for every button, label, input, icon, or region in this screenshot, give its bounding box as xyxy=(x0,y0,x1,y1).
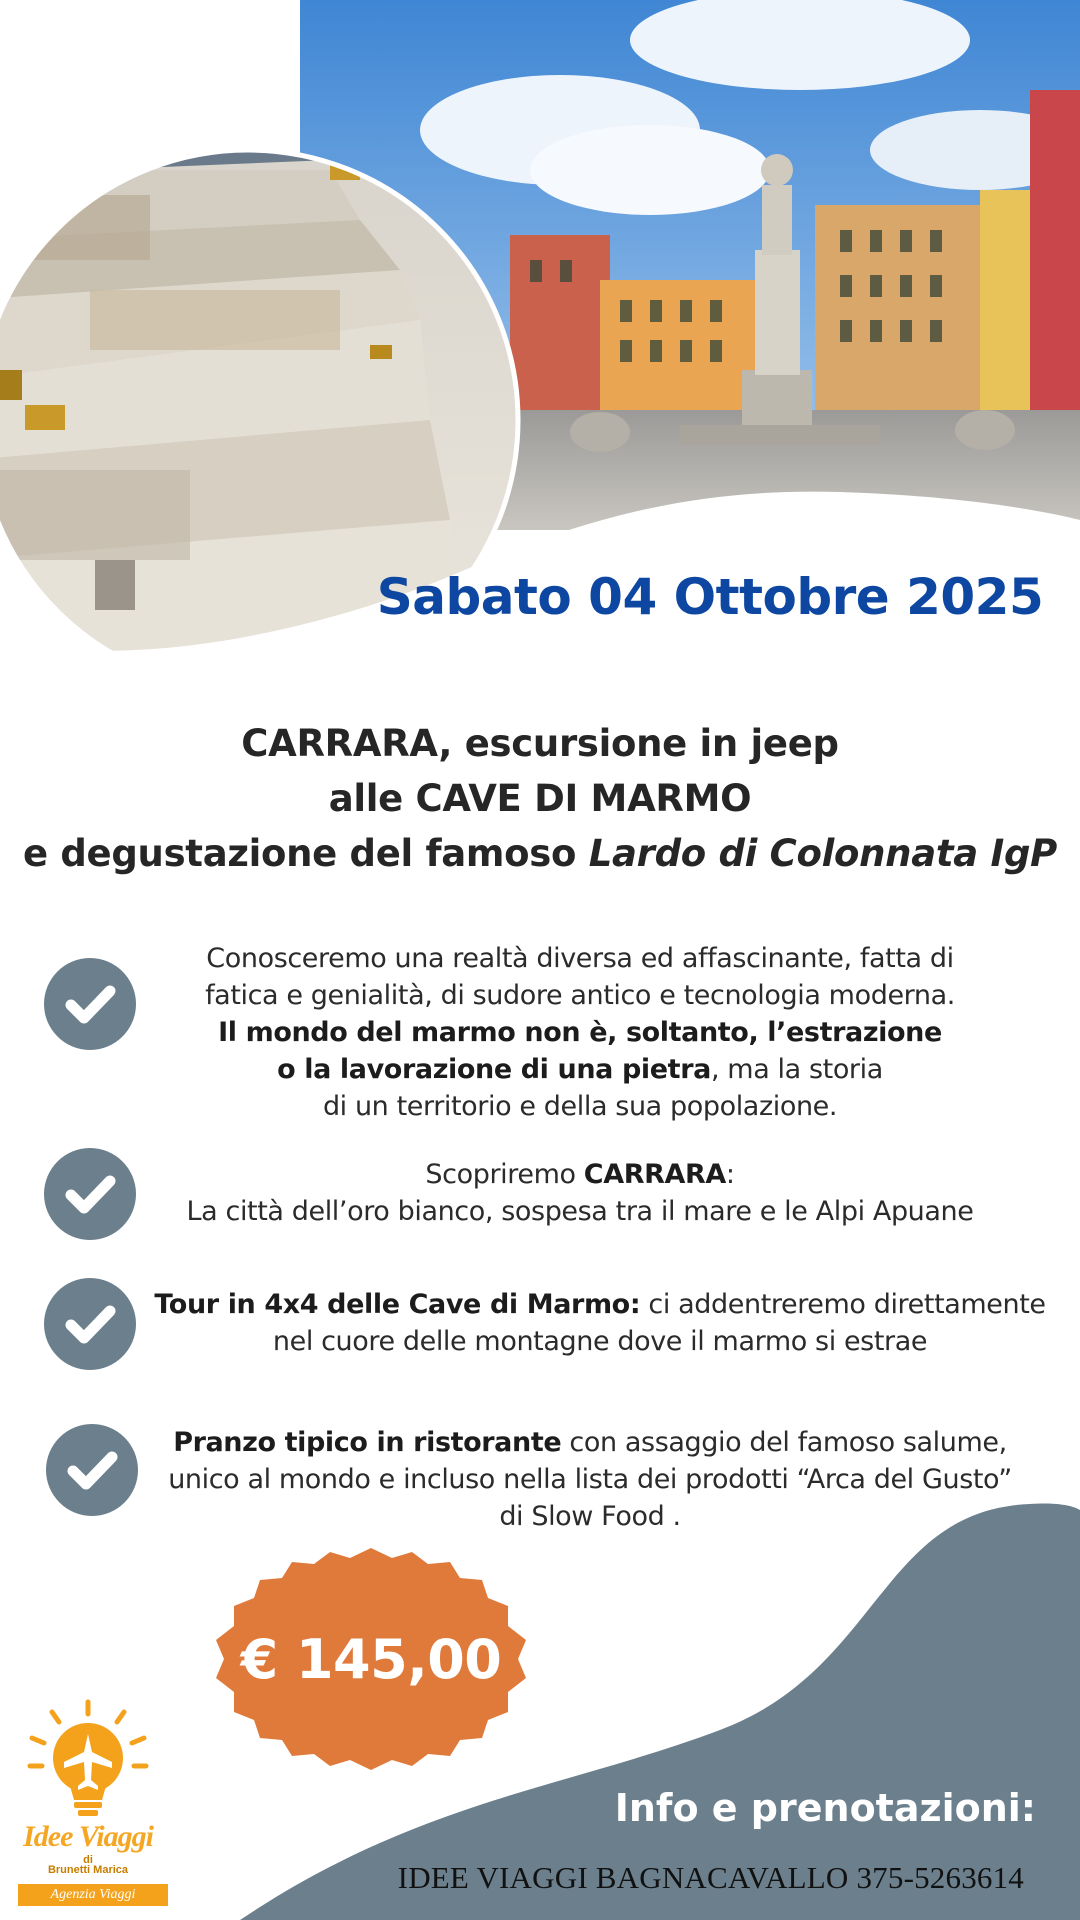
info-label: Info e prenotazioni: xyxy=(614,1786,1036,1830)
feature-line: nel cuore delle montagne dove il marmo si estrae xyxy=(272,1326,928,1357)
logo-band: Agenzia Viaggi xyxy=(18,1884,168,1906)
logo-di: di xyxy=(83,1854,93,1866)
title-line-2: alle CAVE DI MARMO xyxy=(328,777,752,820)
feature-bold: o la lavorazione di una pietra xyxy=(277,1054,711,1085)
check-icon xyxy=(44,1278,136,1370)
title-line-3 xyxy=(0,826,1080,881)
agency-logo xyxy=(8,1698,168,1908)
logo-name: Idee Viaggi xyxy=(23,1820,153,1853)
feature-line: di Slow Food . xyxy=(499,1501,681,1532)
feature-bold: Tour in 4x4 delle Cave di Marmo: xyxy=(154,1289,641,1320)
event-date: Sabato 04 Ottobre 2025 xyxy=(376,568,1044,626)
feature-item-marble-world xyxy=(0,940,1080,1140)
feature-line xyxy=(150,1286,1050,1323)
feature-line xyxy=(140,1014,1020,1051)
logo-owner: Brunetti Marica xyxy=(47,1864,129,1876)
feature-rest: , ma la storia xyxy=(710,1054,883,1085)
feature-line: Conosceremo una realtà diversa ed affascinante, fatta di xyxy=(206,943,954,974)
price-badge xyxy=(208,1548,534,1770)
feature-rest: Scopriremo xyxy=(425,1159,584,1190)
feature-text xyxy=(140,940,1020,1125)
feature-line xyxy=(140,1156,1020,1193)
feature-line: La città dell’oro bianco, sospesa tra il mare e le Alpi Apuane xyxy=(186,1196,974,1227)
event-title xyxy=(0,716,1080,881)
feature-line: unico al mondo e incluso nella lista dei prodotti “Arca del Gusto” xyxy=(168,1464,1012,1495)
feature-text xyxy=(150,1286,1050,1360)
feature-line: di un territorio e della sua popolazione. xyxy=(322,1091,838,1122)
check-icon xyxy=(44,1148,136,1240)
feature-line xyxy=(150,1424,1030,1461)
feature-bold: Il mondo del marmo non è, soltanto, l’estrazione xyxy=(218,1017,942,1048)
lightbulb-airplane-icon xyxy=(8,1698,168,1823)
feature-rest: ci addentreremo direttamente xyxy=(640,1289,1046,1320)
feature-bold: CARRARA xyxy=(583,1159,726,1190)
feature-line xyxy=(140,1051,1020,1088)
feature-bold: Pranzo tipico in ristorante xyxy=(173,1427,562,1458)
price-text: € 145,00 xyxy=(240,1627,502,1691)
feature-item-jeep-tour xyxy=(0,1278,1080,1378)
title-line-3-emphasis: Lardo di Colonnata IgP xyxy=(588,832,1057,875)
title-line-3-prefix: e degustazione del famoso xyxy=(23,832,589,875)
feature-rest: con assaggio del famoso salume, xyxy=(561,1427,1007,1458)
feature-text xyxy=(140,1156,1020,1230)
title-line-1: CARRARA, escursione in jeep xyxy=(241,722,839,765)
feature-rest: : xyxy=(725,1159,735,1190)
contact-text: IDEE VIAGGI BAGNACAVALLO 375-5263614 xyxy=(397,1860,1024,1895)
check-icon xyxy=(44,958,136,1050)
feature-item-carrara xyxy=(0,1148,1080,1248)
feature-line: fatica e genialità, di sudore antico e tecnologia moderna. xyxy=(205,980,955,1011)
